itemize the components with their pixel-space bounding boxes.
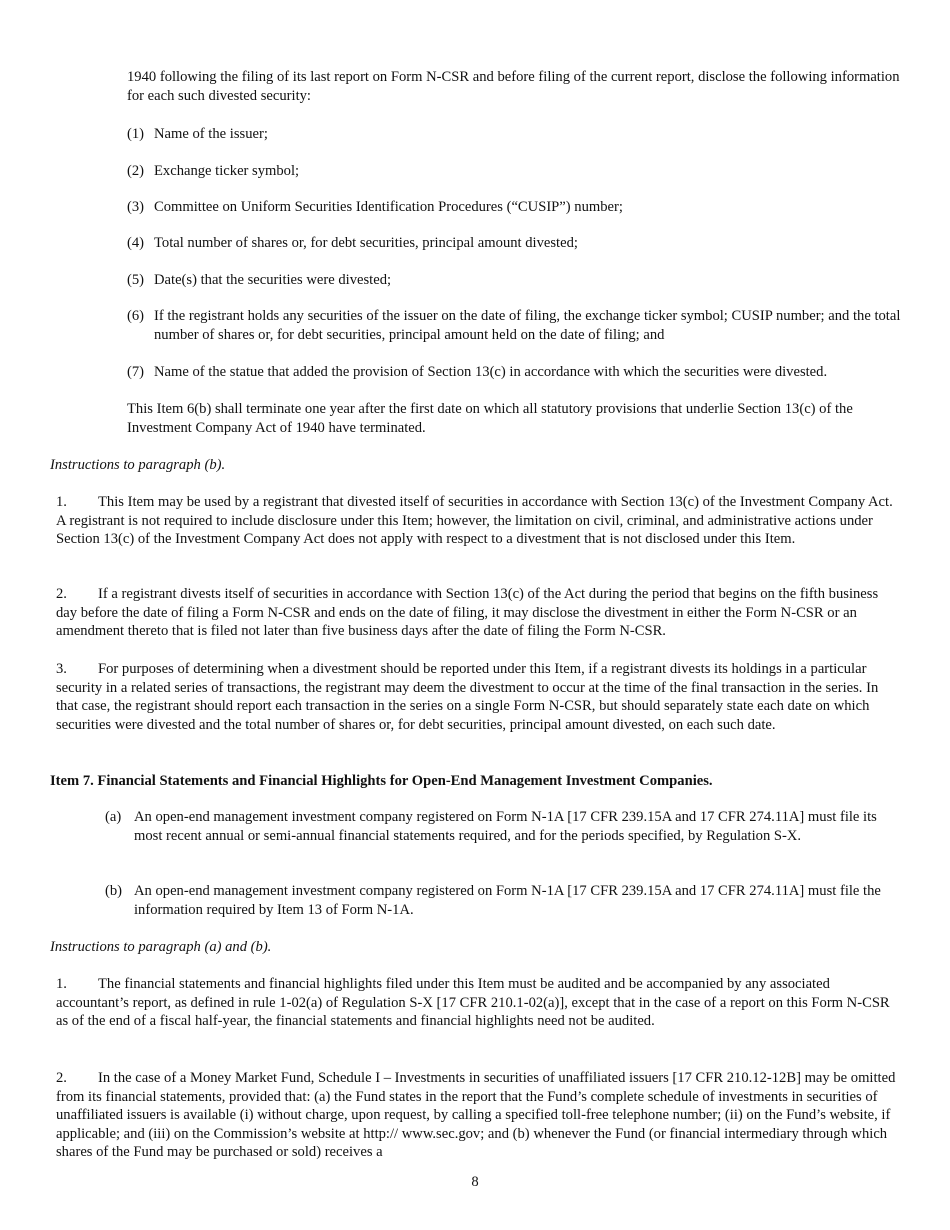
list-item-number: (5) [127,272,145,288]
list-item-text: Name of the statue that added the provision of Section 13(c) in accordance with which the securities were divested. [154,364,828,380]
list-item-number: (6) [127,308,145,324]
instructions-b-heading: Instructions to paragraph (b). [50,457,226,473]
list-item [127,307,917,344]
list-item-number: (2) [127,163,145,179]
intro-paragraph: 1940 following the filing of its last report on Form N-CSR and before filing of the current report, disclose the following information for each such divested security: [127,69,900,104]
item7-heading: Item 7. Financial Statements and Financial Highlights for Open-End Management Investment Companies. [50,773,713,789]
page-number: 8 [471,1174,479,1190]
list-item-text: Total number of shares or, for debt securities, principal amount divested; [154,235,578,251]
instruction-text: The financial statements and financial highlights filed under this Item must be audited and be accompanied by any associated accountant’s report, as defined in rule 1-02(a) of Regulation S-X [17 CFR 210.1-02(a)], except that in the case of a report on this Form N-CSR as of the end of a fiscal half-year, the financial statements and financial highlights need not be audited. [56,976,890,1029]
instruction-number: 2. [56,1070,67,1086]
list-item-text: Name of the issuer; [154,126,268,142]
subparagraph-text: An open-end management investment company registered on Form N-1A [17 CFR 239.15A and 17 CFR 274.11A] must file the information required by Item 13 of Form N-1A. [134,883,881,918]
list-item [127,234,917,253]
instruction-paragraph [56,1069,901,1162]
instruction-text: For purposes of determining when a divestment should be reported under this Item, if a registrant divests its holdings in a particular security in a related series of transactions, the registrant may deem the divestment to occur at the time of the final transaction in the series. In that case, the registrant should report each transaction in the series on a single Form N-CSR, but should separately state each date on which securities were divested and the total number of shares or, for debt securities, principal amount divested, on each such date. [56,661,879,733]
list-item-number: (3) [127,199,145,215]
instruction-number: 3. [56,661,67,677]
instruction-paragraph [56,975,901,1031]
subparagraph-label: (b) [105,883,123,899]
instruction-paragraph [56,585,901,641]
instruction-number: 1. [56,976,67,992]
list-item-number: (7) [127,364,145,380]
item7-subparagraph [105,882,905,919]
instruction-text: If a registrant divests itself of securities in accordance with Section 13(c) of the Act during the period that begins on the fifth business day before the date of filing a Form N-CSR and ends on the date of filing, it may disclose the divestment in either the Form N-CSR or an amendment thereto that is filed not later than five business days after the date of filing the Form N-CSR. [56,586,879,639]
list-item-text: Exchange ticker symbol; [154,163,300,179]
instruction-number: 2. [56,586,67,602]
item7-subparagraph [105,808,905,845]
termination-note: This Item 6(b) shall terminate one year after the first date on which all statutory provisions that underlie Section 13(c) of the Investment Company Act of 1940 have terminated. [127,401,853,436]
list-item-number: (1) [127,126,145,142]
list-item [127,162,917,181]
subparagraph-text: An open-end management investment company registered on Form N-1A [17 CFR 239.15A and 17 CFR 274.11A] must file its most recent annual or semi-annual financial statements required, and for the periods specified, by Regulation S-X. [134,809,877,844]
instructions-ab-heading: Instructions to paragraph (a) and (b). [50,939,272,955]
instruction-text: In the case of a Money Market Fund, Schedule I – Investments in securities of unaffiliated issuers [17 CFR 210.12-12B] may be omitted from its financial statements, provided that: (a) the Fund states in the report that the Fund’s complete schedule of investments in securities of unaffiliated issuers is available (i) without charge, upon request, by calling a specified toll-free telephone number; (ii) on the Fund’s website, if applicable; and (iii) on the Commission’s website at http:// www.sec.gov; and (b) whenever the Fund (or financial intermediary through which shares of the Fund may be purchased or sold) receives a [56,1070,896,1160]
instruction-paragraph [56,493,901,549]
list-item [127,271,917,290]
subparagraph-label: (a) [105,809,122,825]
list-item-text: If the registrant holds any securities of the issuer on the date of filing, the exchange ticker symbol; CUSIP number; and the total number of shares or, for debt securities, principal amount held on the date of filing; and [154,308,901,343]
list-item [127,198,917,217]
list-item [127,363,917,382]
instruction-text: This Item may be used by a registrant that divested itself of securities in accordance with Section 13(c) of the Investment Company Act. A registrant is not required to include disclosure under this Item; however, the limitation on civil, criminal, and administrative actions under Section 13(c) of the Investment Company Act does not apply with respect to a divestment that is not disclosed under this Item. [56,494,893,547]
list-item-text: Committee on Uniform Securities Identification Procedures (“CUSIP”) number; [154,199,623,215]
list-item-number: (4) [127,235,145,251]
list-item-text: Date(s) that the securities were divested; [154,272,392,288]
instruction-number: 1. [56,494,67,510]
instruction-paragraph [56,660,901,734]
list-item [127,125,917,144]
